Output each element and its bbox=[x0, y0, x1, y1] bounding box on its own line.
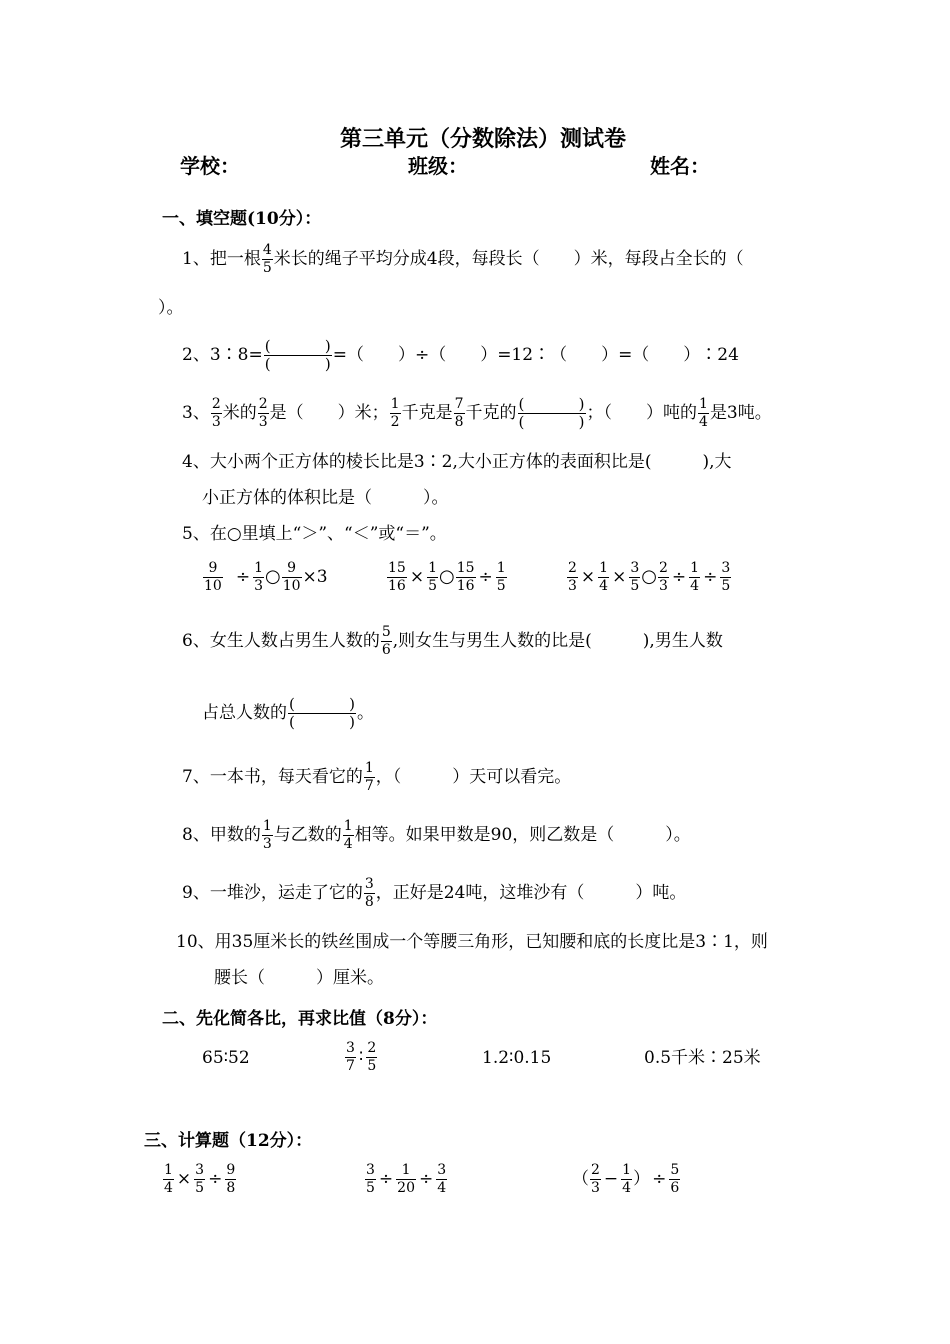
compare-expr-1: $\frac{9}{10}$ ÷ $\frac{1}{3}$ ○ $\frac{9}{10}$ ×3 bbox=[204, 560, 328, 594]
calc-problem-1: $\frac{1}{4}$ × $\frac{3}{5}$ ÷ $\frac{9}{8}$ bbox=[164, 1162, 236, 1196]
question-8: 8、甲数的 $\frac{1}{3}$ 与乙数的 $\frac{1}{4}$ 相等。如果甲数是90，则乙数是（ ）。 bbox=[182, 818, 691, 852]
compare-expr-2: $\frac{15}{16}$ × $\frac{1}{5}$ ○ $\frac{15}{16}$ ÷ $\frac{1}{5}$ bbox=[388, 560, 506, 594]
circle-blank: ○ bbox=[641, 566, 657, 587]
section1-heading: 一、填空题(10分）： bbox=[162, 209, 322, 229]
circle-blank: ○ bbox=[265, 566, 281, 587]
question-1-cont: ）。 bbox=[158, 298, 184, 318]
question-1: 1、把一根 $\frac{4}{5}$ 米长的绳子平均分成4段，每段长（ ）米，每段占全长的（ bbox=[182, 242, 744, 276]
compare-expr-3: $\frac{2}{3}$ × $\frac{1}{4}$ × $\frac{3}{5}$ ○ $\frac{2}{3}$ ÷ $\frac{1}{4}$ ÷ $\frac{3}{5}$ bbox=[568, 560, 731, 594]
blank-fraction: ( ) ( ) bbox=[289, 695, 355, 731]
section2-heading: 二、先化简各比，再求比值（8分）： bbox=[162, 1009, 438, 1029]
ratio-problem-4: 0.5千米∶25米 bbox=[644, 1048, 761, 1068]
blank-fraction: ( ) ( ) bbox=[518, 395, 585, 431]
question-10-line2: 腰长（ ）厘米。 bbox=[214, 968, 384, 988]
circle-blank: ○ bbox=[439, 566, 455, 587]
ratio-problem-2: $\frac{3}{7}$ ∶ $\frac{2}{5}$ bbox=[346, 1040, 377, 1074]
question-3: 3、 $\frac{2}{3}$ 米的 $\frac{2}{3}$ 是（ ）米； $\frac{1}{2}$ 千克是 $\frac{7}{8}$ 千克的 ( ) ( ) ；（ ）吨的 $\frac{1}{4}$ 是3吨。 bbox=[182, 395, 772, 431]
question-4-line2: 小正方体的体积比是（ ）。 bbox=[202, 488, 449, 508]
question-10-line1: 10、用35厘米长的铁丝围成一个等腰三角形，已知腰和底的长度比是3∶1，则 bbox=[176, 932, 768, 952]
school-label: 学校： bbox=[180, 154, 240, 178]
blank-fraction: ( ) ( ) bbox=[264, 337, 331, 373]
question-4-line1: 4、大小两个正方体的棱长比是3∶2,大小正方体的表面积比是( ),大 bbox=[182, 452, 732, 472]
ratio-problem-3: 1.2∶0.15 bbox=[482, 1048, 552, 1068]
question-6: 6、女生人数占男生人数的 $\frac{5}{6}$ ,则女生与男生人数的比是( ),男生人数 bbox=[182, 624, 723, 658]
calc-problem-3: （ $\frac{2}{3}$ − $\frac{1}{4}$ ） ÷ $\frac{5}{6}$ bbox=[572, 1162, 680, 1196]
calc-problem-2: $\frac{3}{5}$ ÷ $\frac{1}{20}$ ÷ $\frac{3}{4}$ bbox=[366, 1162, 447, 1196]
name-label: 姓名： bbox=[650, 154, 710, 178]
question-2: 2、3∶8= ( ) ( ) =（ ）÷（ ）=12∶（ ）=（ ）∶24 bbox=[182, 337, 739, 373]
page-title: 第三单元（分数除法）测试卷 bbox=[340, 126, 627, 152]
question-5: 5、在○里填上“＞”、“＜”或“＝”。 bbox=[182, 524, 447, 544]
question-7: 7、一本书，每天看它的 $\frac{1}{7}$ ，（ ）天可以看完。 bbox=[182, 760, 572, 794]
question-9: 9、一堆沙，运走了它的 $\frac{3}{8}$ ，正好是24吨，这堆沙有（ ）吨。 bbox=[182, 876, 687, 910]
ratio-problem-1: 65∶52 bbox=[202, 1048, 250, 1068]
class-label: 班级： bbox=[408, 154, 468, 178]
section3-heading: 三、计算题（12分）： bbox=[144, 1131, 313, 1151]
question-6-cont: 占总人数的 ( ) ( ) 。 bbox=[202, 695, 374, 731]
fraction: $\frac{4}{5}$ bbox=[262, 242, 272, 276]
